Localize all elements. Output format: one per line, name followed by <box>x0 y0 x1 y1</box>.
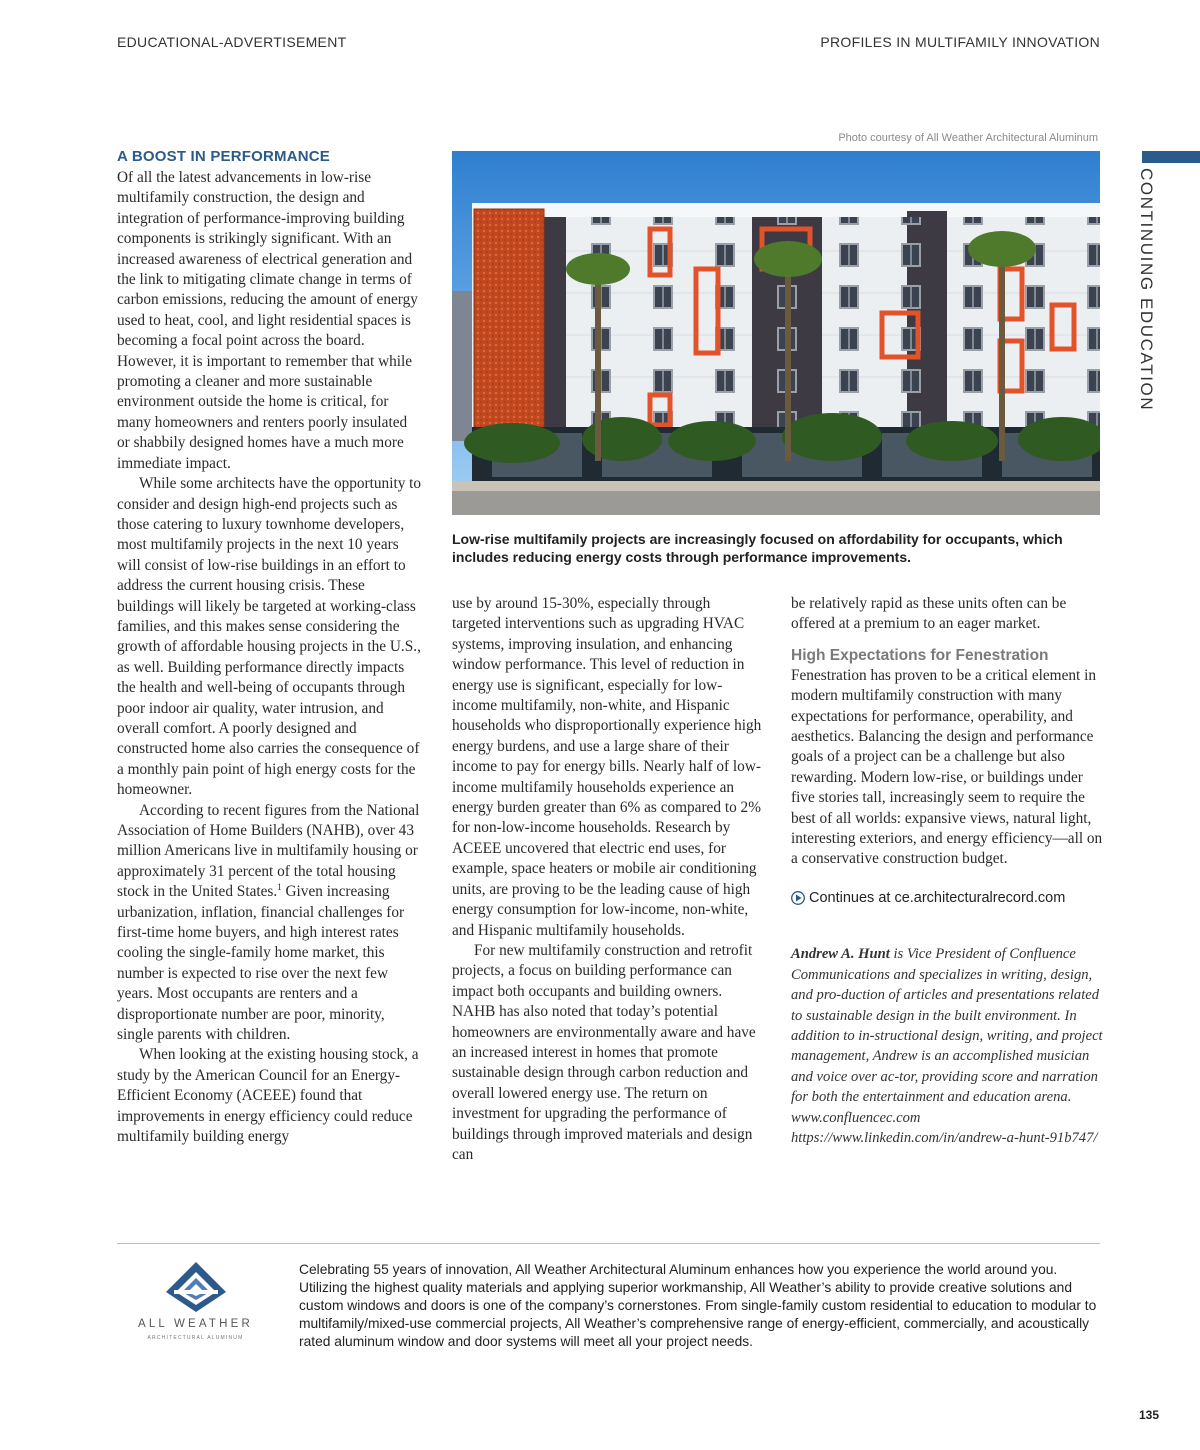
paragraph: For new multifamily construction and retrofit projects, a focus on building performance can impact both occupants and building owners. NAHB has also noted that today’s potential homeowners are environmentally aware and have an increased interest in homes that promote sustainable design through carbon reduction and overall lowered energy use. The return on investment for upgrading the performance of buildings through improved materials and design can <box>452 941 756 1163</box>
play-arrow-icon <box>791 891 805 905</box>
article-column-3 <box>791 594 1103 1148</box>
paragraph-text: According to recent figures from the National Association of Home Builders (NAHB), over 43 million Americans live in multifamily housing or approximately 31 percent of the total housing stock in the United States. <box>117 801 420 901</box>
author-bio-text: is Vice President of Confluence Communications and specializes in writing, design, and pro-duction of articles and presentations related to sustainable design in the built environment. In addition to in-structional design, writing, and project management, Andrew is an accomplished musician and voice over ac-tor, providing score and narration for both the entertainment and education arena. www.confluencec.com https://www.linkedin.com/in/andrew-a-hunt-91b747/ <box>791 946 1103 1146</box>
article-column-1 <box>117 148 423 1148</box>
all-weather-logo-mark-icon <box>164 1260 228 1314</box>
all-weather-logo <box>133 1260 258 1350</box>
side-section-label: CONTINUING EDUCATION <box>1137 168 1156 412</box>
footnote-marker: 1 <box>277 882 282 893</box>
footer-divider <box>117 1243 1100 1244</box>
sponsor-description: Celebrating 55 years of innovation, All Weather Architectural Aluminum enhances how you experience the world around you. Utilizing the highest quality materials and applying superior workmanship, All Weather’s ability to provide creative solutions and custom windows and doors is one of the company’s cornerstones. From single-family custom residential to education to modular to multifamily/mixed-use commercial projects, All Weather’s comprehensive range of energy-efficient, commercially, and acoustically rated aluminum window and door systems will meet all your project needs. <box>299 1262 1097 1349</box>
author-name: Andrew A. Hunt <box>791 946 890 963</box>
paragraph: Of all the latest advancements in low-rise multifamily construction, the design and integration of performance-improving building components is strikingly significant. With an increased awareness of electrical generation and the link to mitigating climate change in terms of carbon emissions, reducing the amount of energy used to heat, cool, and light residential spaces is becoming a focal point across the board. However, it is important to remember that while promoting a cleaner and more sustainable environment outside the home is critical, for many homeowners and renters poorly insulated or shabbily designed homes have a much more immediate impact. <box>117 169 418 472</box>
paragraph-text: Given increasing urbanization, inflation, financial challenges for first-time home buyers, and high interest rates cooling the single-family home market, this number is expected to rise over the next few years. Most occupants are renters and a disproportionate number are poor, minority, single parents with children. <box>117 883 405 1044</box>
subsection-heading: High Expectations for Fenestration <box>791 646 1049 664</box>
section-heading: A BOOST IN PERFORMANCE <box>117 148 331 165</box>
paragraph: While some architects have the opportunity to consider and design high-end projects such as those catering to luxury townhome developers, most multifamily projects in the next 10 years will consist of low-rise buildings in an effort to address the current housing crisis. These buildings will likely be targeted at working-class families, and this makes sense considering the growth of affordable housing projects in the U.S., as well. Building performance directly impacts the health and well-being of occupants through poor indoor air quality, water intrusion, and overall comfort. A poorly designed and constructed home also carries the consequence of a monthly pain point of high energy costs for the homeowner. <box>117 475 422 799</box>
section-tab-bar <box>1142 151 1200 163</box>
paragraph: Fenestration has proven to be a critical element in modern multifamily construction with many expectations for performance, operability, and aesthetics. Balancing the design and performance goals of a project can be a challenge but also rewarding. Modern low-rise, or buildings under five stories tall, increasingly seem to require the best of all worlds: expansive views, natural light, interesting exteriors, and energy efficiency—all on a conservative construction budget. <box>791 666 1103 868</box>
continues-link-text[interactable]: Continues at ce.architecturalrecord.com <box>809 889 1066 906</box>
logo-subtitle: ARCHITECTURAL ALUMINUM <box>147 1335 244 1341</box>
header-series-title: PROFILES IN MULTIFAMILY INNOVATION <box>820 34 1100 50</box>
paragraph: be relatively rapid as these units often can be offered at a premium to an eager market. <box>791 595 1067 633</box>
page-number: 135 <box>1138 1408 1159 1422</box>
header-section-label: EDUCATIONAL-ADVERTISEMENT <box>117 34 347 50</box>
paragraph <box>117 801 423 1046</box>
paragraph: use by around 15-30%, especially through targeted interventions such as upgrading HVAC systems, improving insulation, and enhancing window performance. This level of reduction in energy use is significant, especially for low-income multifamily, non-white, and Hispanic households who disproportionally experience high energy burdens, and use a large share of their income to pay for energy bills. Nearly half of low-income multifamily households experience an energy burden greater than 6% as compared to 2% for non-low-income households. Research by ACEEE uncovered that electric end uses, for example, space heaters or mobile air conditioning units, are proving to be the leading cause of high energy consumption for low-income, non-white, and Hispanic multifamily households. <box>452 595 762 939</box>
paragraph: When looking at the existing housing stock, a study by the American Council for an Energy-Efficient Economy (ACEEE) found that improvements in energy efficiency could reduce multifamily building energy <box>117 1046 419 1146</box>
article-column-2 <box>452 594 762 1165</box>
continues-link[interactable] <box>791 888 1103 908</box>
author-bio <box>791 944 1103 1148</box>
photo-credit: Photo courtesy of All Weather Architectural Aluminum <box>838 132 1098 144</box>
logo-wordmark: ALL WEATHER <box>137 1318 254 1330</box>
photo-caption: Low-rise multifamily projects are increasingly focused on affordability for occupants, which includes reducing energy costs through performance improvements. <box>452 531 1063 565</box>
building-photo <box>452 151 1100 515</box>
